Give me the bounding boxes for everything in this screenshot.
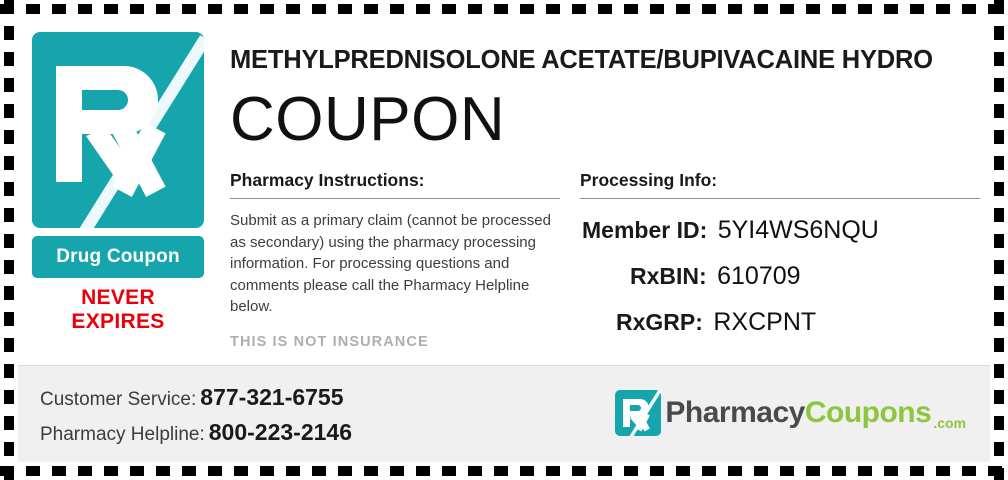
coupon-title: COUPON bbox=[230, 85, 506, 154]
never-expires-label: NEVER EXPIRES bbox=[71, 286, 165, 333]
brand-rx-glyph bbox=[615, 390, 661, 436]
drug-name: METHYLPREDNISOLONE ACETATE/BUPIVACAINE HYDRO bbox=[230, 46, 933, 74]
brand-name-part1: Pharmacy bbox=[665, 396, 805, 429]
customer-service-number[interactable]: 877-321-6755 bbox=[200, 384, 344, 410]
rxbin-value: 610709 bbox=[717, 262, 801, 290]
brand-tld: .com bbox=[933, 415, 966, 431]
rxgrp-label: RxGRP: bbox=[616, 309, 703, 335]
pharmacy-helpline-number[interactable]: 800-223-2146 bbox=[208, 419, 352, 445]
member-id-row bbox=[580, 216, 980, 245]
brand-rx-icon bbox=[615, 390, 661, 436]
brand-logo[interactable] bbox=[615, 390, 966, 436]
coupon-inner bbox=[18, 18, 990, 462]
drug-coupon-label: Drug Coupon bbox=[32, 236, 204, 278]
detail-columns bbox=[230, 170, 990, 360]
rx-icon bbox=[32, 32, 204, 228]
rx-logo-tile bbox=[32, 32, 204, 228]
rxgrp-value: RXCPNT bbox=[713, 308, 817, 336]
customer-service-line bbox=[40, 381, 352, 416]
logo-block bbox=[32, 32, 204, 334]
pharmacy-instructions-section bbox=[230, 170, 560, 350]
coupon-footer bbox=[18, 365, 990, 462]
brand-name-part2: Coupons bbox=[804, 396, 932, 429]
coupon-content bbox=[230, 32, 990, 360]
ticket-border-top bbox=[0, 4, 1008, 14]
pharmacy-helpline-line bbox=[40, 416, 352, 451]
member-id-label: Member ID: bbox=[582, 217, 708, 243]
pharmacy-instructions-title: Pharmacy Instructions: bbox=[230, 170, 560, 199]
customer-service-label: Customer Service: bbox=[40, 389, 197, 410]
pharmacy-instructions-body: Submit as a primary claim (cannot be processed as secondary) using the pharmacy processing information. For processing questions and comments please call the Pharmacy Helpline below. bbox=[230, 212, 551, 315]
footer-contact-lines bbox=[40, 381, 352, 451]
ticket-border-left bbox=[4, 0, 14, 480]
rxbin-row bbox=[580, 262, 980, 291]
member-id-value: 5YI4WS6NQU bbox=[717, 216, 879, 244]
rxgrp-row bbox=[580, 308, 980, 337]
pharmacy-helpline-label: Pharmacy Helpline: bbox=[40, 424, 205, 445]
ticket-border-right bbox=[994, 0, 1004, 480]
ticket-border-bottom bbox=[0, 466, 1008, 476]
processing-info-section bbox=[580, 170, 980, 337]
rxbin-label: RxBIN: bbox=[630, 263, 707, 289]
processing-info-title: Processing Info: bbox=[580, 170, 980, 199]
not-insurance-disclaimer: THIS IS NOT INSURANCE bbox=[230, 333, 429, 350]
